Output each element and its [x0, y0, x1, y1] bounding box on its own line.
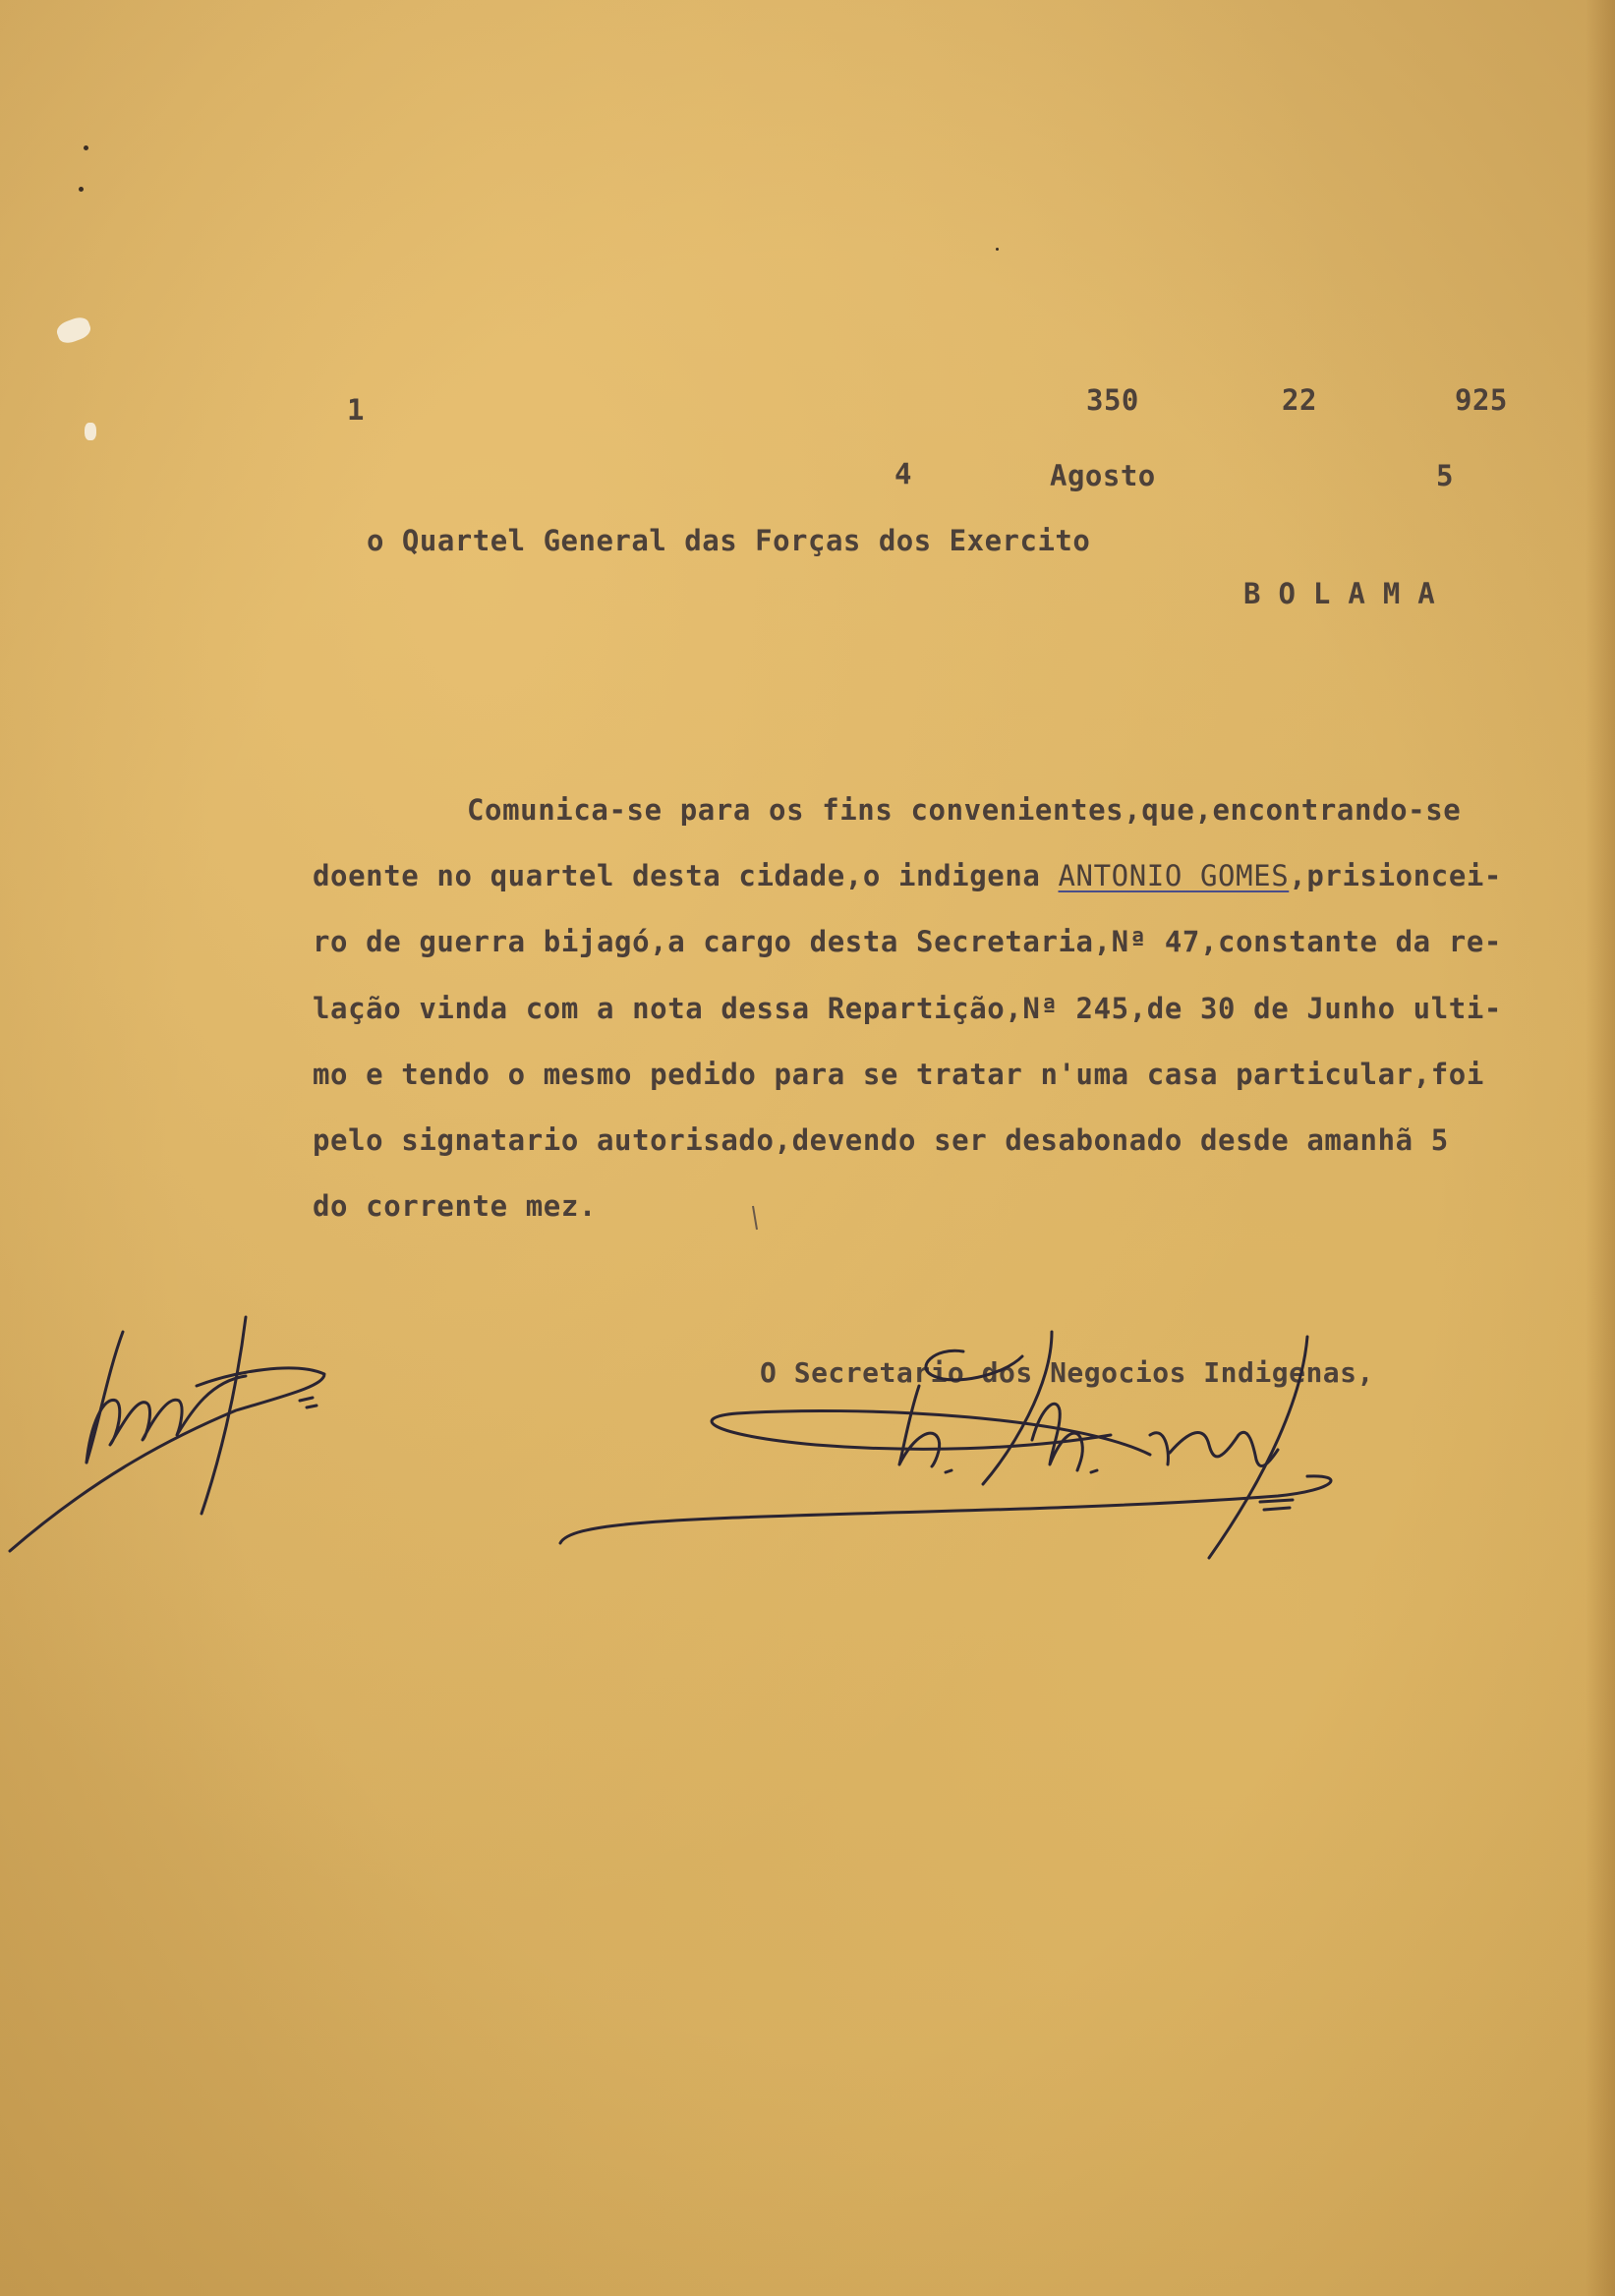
prisoner-name: ANTONIO GOMES — [1058, 859, 1290, 892]
body-line-5: mo e tendo o mesmo pedido para se tratar n'uma casa particular,foi — [313, 1058, 1484, 1091]
reference-number-2: 350 — [1086, 383, 1139, 417]
body-line-3: ro de guerra bijagó,a cargo desta Secretaria,Nª 47,constante da re- — [313, 925, 1502, 958]
date-day: 4 — [894, 457, 912, 490]
reference-number-4: 925 — [1455, 383, 1508, 417]
reference-number-3: 22 — [1282, 383, 1317, 417]
body-line-6: pelo signatario autorisado,devendo ser desabonado desde amanhã 5 — [313, 1123, 1449, 1157]
body-line-2-end: ,prisioncei- — [1289, 859, 1502, 892]
recipient-city: BOLAMA — [1243, 577, 1453, 610]
margin-signature — [0, 1278, 334, 1573]
paper-tear-mark — [85, 423, 96, 440]
secretary-signature — [560, 1278, 1366, 1573]
secretary-title: O Secretario dos Negocios Indigenas, — [760, 1356, 1374, 1389]
recipient-line: o Quartel General das Forças dos Exercito — [367, 524, 1091, 557]
date-month: Agosto — [1050, 459, 1156, 492]
paper-spot — [996, 248, 999, 251]
reference-number-1: 1 — [347, 393, 365, 427]
date-number: 5 — [1436, 459, 1454, 492]
body-line-1: Comunica-se para os fins convenientes,que,encontrando-se — [467, 793, 1462, 827]
stray-pencil-mark — [747, 1204, 767, 1234]
body-line-2-start: doente no quartel desta cidade,o indigena — [313, 859, 1059, 892]
body-line-7: do corrente mez. — [313, 1189, 597, 1223]
body-line-2 — [313, 859, 1502, 892]
paper-spot — [79, 187, 84, 192]
paper-tear-mark — [54, 315, 92, 346]
paper-spot — [84, 145, 88, 150]
body-line-4: lação vinda com a nota dessa Repartição,Nª 245,de 30 de Junho ulti- — [313, 992, 1502, 1025]
